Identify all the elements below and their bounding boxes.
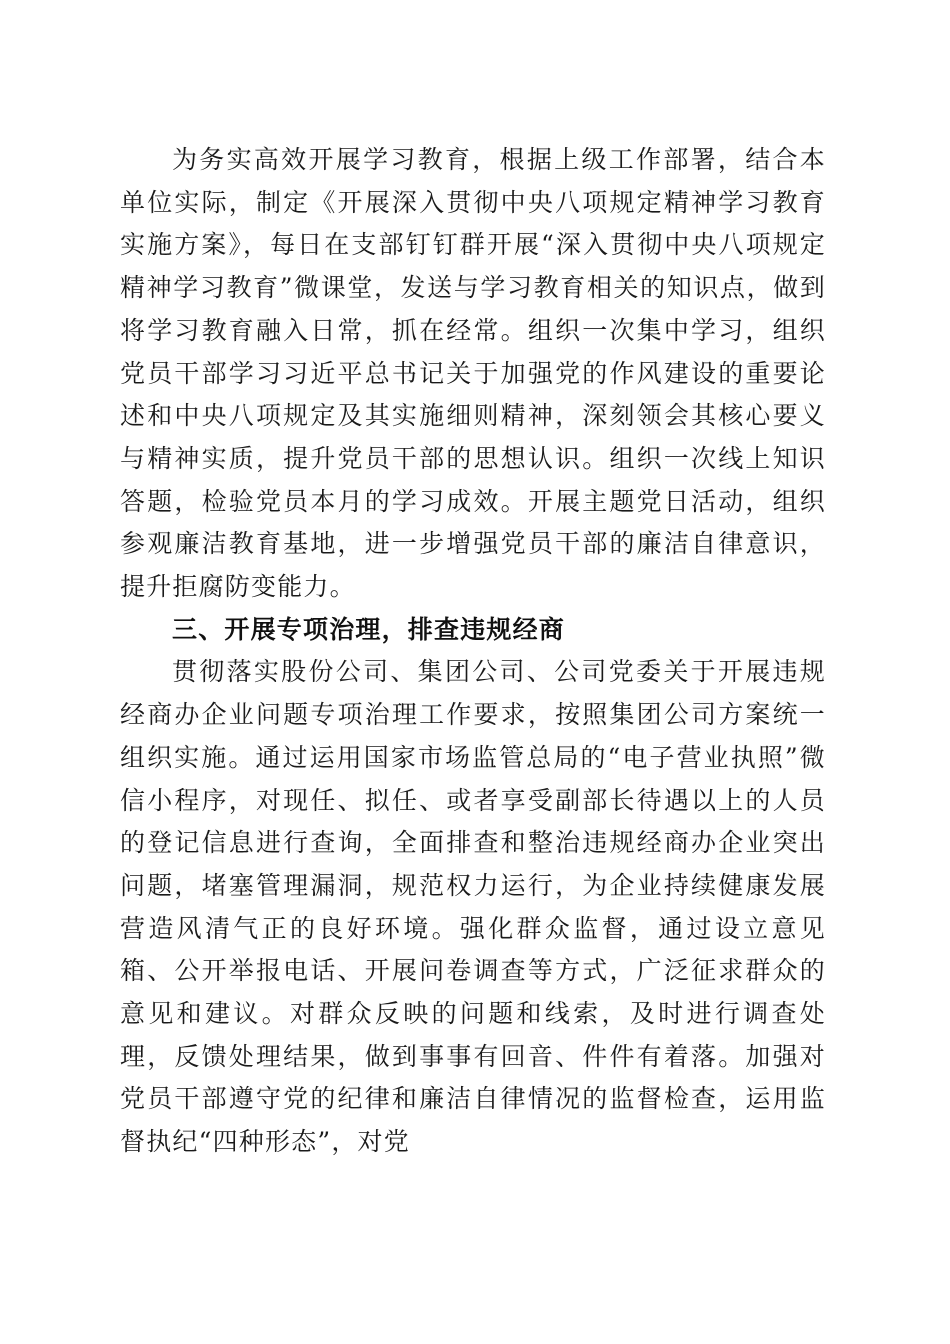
document-body — [120, 139, 826, 1164]
section-heading-special-governance: 三、开展专项治理，排查违规经商 — [172, 614, 566, 644]
paragraph-special-governance: 贯彻落实股份公司、集团公司、公司党委关于开展违规经商办企业问题专项治理工作要求，按照集团公司方案统一组织实施。通过运用国家市场监管总局的“电子营业执照”微信小程序，对现任、拟任、或者享受副部长待遇以上的人员的登记信息进行查询，全面排查和整治违规经商办企业突出问题，堵塞管理漏洞，规范权力运行，为企业持续健康发展营造风清气正的良好环境。强化群众监督，通过设立意见箱、公开举报电话、开展问卷调查等方式，广泛征求群众的意见和建议。对群众反映的问题和线索，及时进行调查处理，反馈处理结果，做到事事有回音、件件有着落。加强对党员干部遵守党的纪律和廉洁自律情况的监督检查，运用监督执纪“四种形态”，对党 — [120, 657, 826, 1157]
paragraph-learning-education: 为务实高效开展学习教育，根据上级工作部署，结合本单位实际，制定《开展深入贯彻中央八项规定精神学习教育实施方案》，每日在支部钉钉群开展“深入贯彻中央八项规定精神学习教育”微课堂，发送与学习教育相关的知识点，做到将学习教育融入日常，抓在经常。组织一次集中学习，组织党员干部学习习近平总书记关于加强党的作风建设的重要论述和中央八项规定及其实施细则精神，深刻领会其核心要义与精神实质，提升党员干部的思想认识。组织一次线上知识答题，检验党员本月的学习成效。开展主题党日活动，组织参观廉洁教育基地，进一步增强党员干部的廉洁自律意识，提升拒腐防变能力。 — [120, 145, 826, 602]
